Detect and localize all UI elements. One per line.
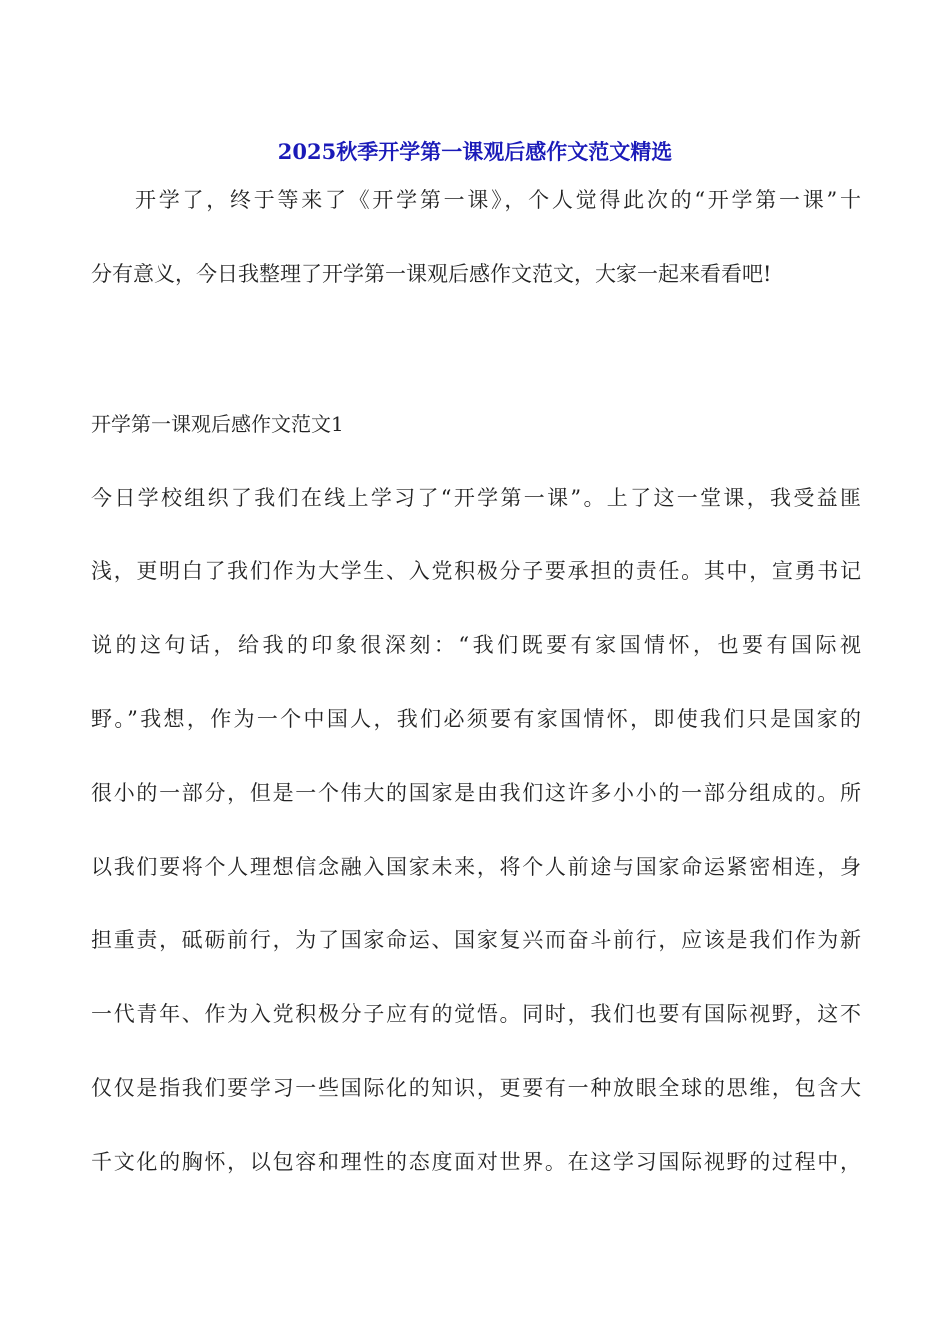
body-line: 浅，更明白了我们作为大学生、入党积极分子要承担的责任。其中，宣勇书记 (91, 559, 861, 583)
section-heading: 开学第一课观后感作文范文1 (91, 412, 344, 436)
body-line: 担重责，砥砺前行，为了国家命运、国家复兴而奋斗前行，应该是我们作为新 (91, 928, 861, 952)
body-line: 一代青年、作为入党积极分子应有的觉悟。同时，我们也要有国际视野，这不 (91, 1002, 861, 1026)
body-line: 千文化的胸怀，以包容和理性的态度面对世界。在这学习国际视野的过程中， (91, 1150, 861, 1174)
intro-line: 开学了，终于等来了《开学第一课》，个人觉得此次的“开学第一课”十 (135, 188, 861, 212)
intro-line: 分有意义，今日我整理了开学第一课观后感作文范文，大家一起来看看吧! (91, 262, 772, 286)
body-line: 以我们要将个人理想信念融入国家未来，将个人前途与国家命运紧密相连，身 (91, 855, 861, 879)
body-line: 仅仅是指我们要学习一些国际化的知识，更要有一种放眼全球的思维，包含大 (91, 1076, 861, 1100)
body-line: 今日学校组织了我们在线上学习了“开学第一课”。上了这一堂课，我受益匪 (91, 486, 861, 510)
body-line: 野。”我想，作为一个中国人，我们必须要有家国情怀，即使我们只是国家的 (91, 707, 861, 731)
body-line: 很小的一部分，但是一个伟大的国家是由我们这许多小小的一部分组成的。所 (91, 781, 861, 805)
document-title: 2025秋季开学第一课观后感作文范文精选 (277, 139, 673, 164)
body-line: 说的这句话，给我的印象很深刻：“我们既要有家国情怀，也要有国际视 (91, 633, 861, 657)
